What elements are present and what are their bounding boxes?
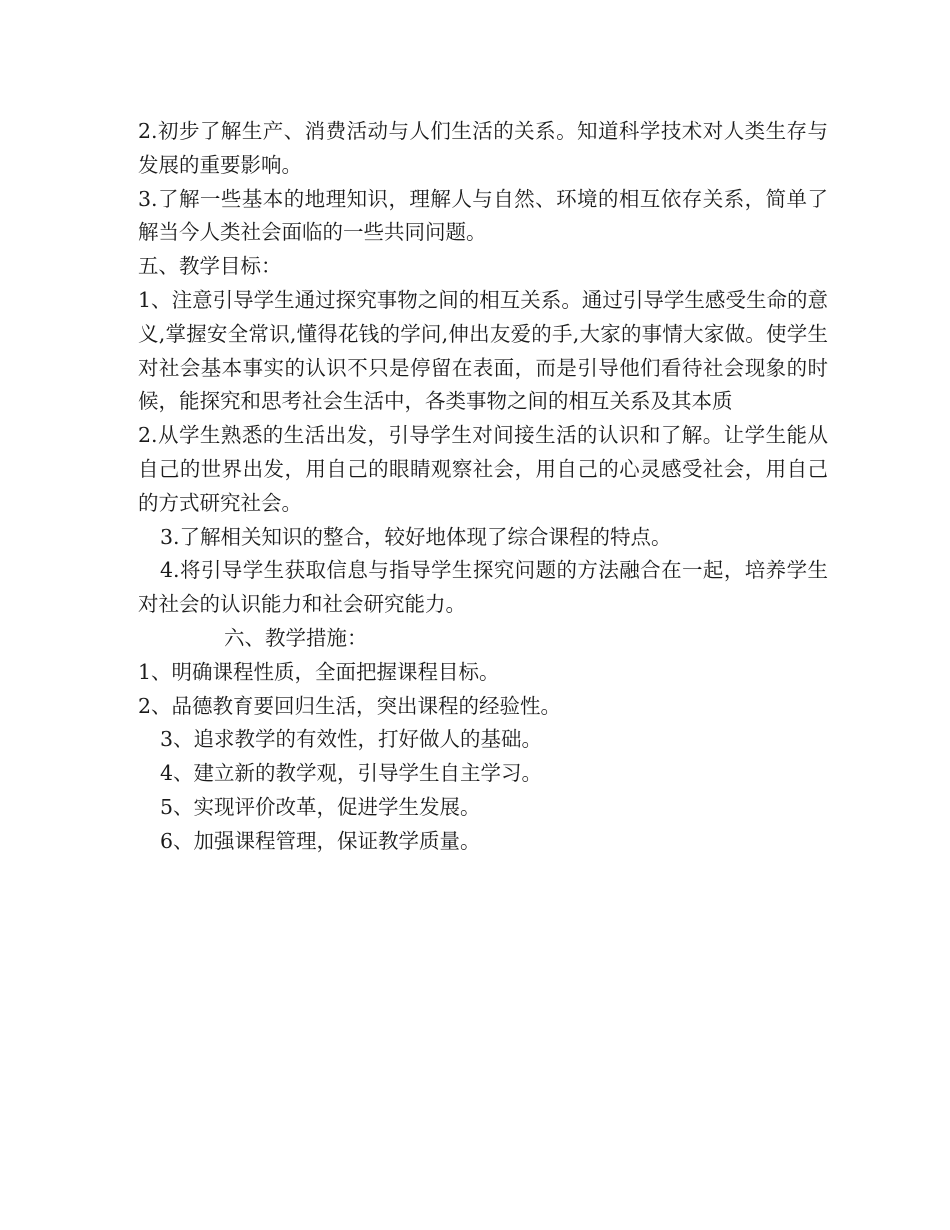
section-heading-teaching-measures: 六、教学措施： — [224, 625, 368, 650]
paragraph-measure-4: 4、建立新的教学观，引导学生自主学习。 — [160, 761, 543, 786]
paragraph-measure-5: 5、实现评价改革，促进学生发展。 — [160, 794, 481, 819]
paragraph-measure-2: 2、品德教育要回归生活，突出课程的经验性。 — [138, 693, 562, 718]
document-body — [138, 115, 828, 859]
paragraph-goal-1: 1、注意引导学生通过探究事物之间的相互关系。通过引导学生感受生命的意义,掌握安全常识,懂得花钱的学问,伸出友爱的手,大家的事情大家做。使学生对社会基本事实的认识不只是停留在表面，而是引导他们看待社会现象的时候，能探究和思考社会生活中，各类事物之间的相互关系及其本质 — [138, 287, 828, 414]
paragraph-goal-2: 2.从学生熟悉的生活出发，引导学生对间接生活的认识和了解。让学生能从自己的世界出发，用自己的眼睛观察社会，用自己的心灵感受社会，用自己的方式研究社会。 — [138, 423, 828, 515]
paragraph-measure-3: 3、追求教学的有效性，打好做人的基础。 — [160, 727, 543, 752]
paragraph-geography-knowledge: 3.了解一些基本的地理知识，理解人与自然、环境的相互依存关系，简单了解当今人类社会面临的一些共同问题。 — [138, 186, 828, 245]
paragraph-measure-6: 6、加强课程管理，保证教学质量。 — [160, 828, 481, 853]
paragraph-measure-1: 1、明确课程性质，全面把握课程目标。 — [138, 659, 500, 684]
section-heading-teaching-goals: 五、教学目标： — [138, 254, 282, 279]
paragraph-goal-3: 3.了解相关知识的整合，较好地体现了综合课程的特点。 — [160, 524, 672, 549]
paragraph-goal-4: 4.将引导学生获取信息与指导学生探究问题的方法融合在一起，培养学生对社会的认识能力和社会研究能力。 — [138, 558, 828, 617]
paragraph-production-consumption: 2.初步了解生产、消费活动与人们生活的关系。知道科学技术对人类生存与发展的重要影响。 — [138, 119, 828, 177]
